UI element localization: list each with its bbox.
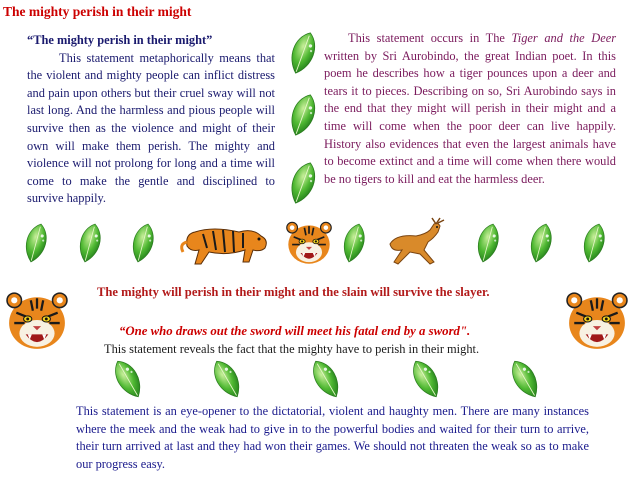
leaf-icon [76, 222, 104, 264]
leaf-icon [510, 357, 540, 401]
sword-quote: “One who draws out the sword will meet his fatal end by a sword". [119, 324, 471, 338]
running-tiger-icon [183, 222, 271, 268]
deer-icon [380, 218, 446, 270]
leaf-icon [311, 357, 341, 401]
leaf-icon [580, 222, 608, 264]
leaf-icon [113, 357, 143, 401]
leaf-icon [129, 222, 157, 264]
leaf-icon [287, 30, 319, 76]
leaf-icon [411, 357, 441, 401]
poem-title: Tiger and the Deer [511, 31, 617, 45]
leaf-icon [340, 222, 368, 264]
leaf-icon [527, 222, 555, 264]
leaf-icon [212, 357, 242, 401]
left-heading: “The mighty perish in their might” [27, 33, 213, 47]
tagline: The mighty will perish in their might and the slain will survive the slayer. [97, 285, 490, 299]
right-text-1: This statement occurs in The [348, 31, 512, 45]
quote-explanation: This statement reveals the fact that the mighty have to perish in their might. [104, 342, 480, 356]
tiger-face-icon [286, 220, 332, 266]
tiger-face-icon [6, 290, 68, 352]
left-body: This statement metaphorically means that the violent and mighty people can inflict distress and pain upon others but their cruel sway will not last long. And the harmless and pious people will survive then as the violence and might of their own will make them perish. The mighty and violence will not prolong for long and a time will come to make the gentle and disciplined to survive happily. [27, 50, 275, 206]
leaf-icon [474, 222, 502, 264]
leaf-icon [287, 92, 319, 138]
right-text-2: written by Sri Aurobindo, the great Indian poet. In this poem he describes how a tiger pounces upon a deer and tears it to pieces. Describing on so, Sri Aurobindo says in the end that they might will perish in their might and a time will come when the poor deer can live happily. History also evidences that even the largest animals have to become extinct and a time will come when there would be no tigers to kill and eat the harmless deer. [324, 48, 616, 186]
tiger-face-icon [566, 290, 628, 352]
page-title: The mighty perish in their might [3, 4, 192, 19]
bottom-text-block: This statement is an eye-opener to the dictatorial, violent and haughty men. There are many instances where the meek and the weak had to give in to the powerful bodies and waited for their turn to arrive, their turn arrived at last and they had won their games. We should not threaten the weak so as to make our progress easy. [76, 404, 589, 471]
left-text-block [27, 32, 275, 208]
leaf-icon [22, 222, 50, 264]
leaf-icon [287, 160, 319, 206]
right-text-block [324, 30, 616, 188]
